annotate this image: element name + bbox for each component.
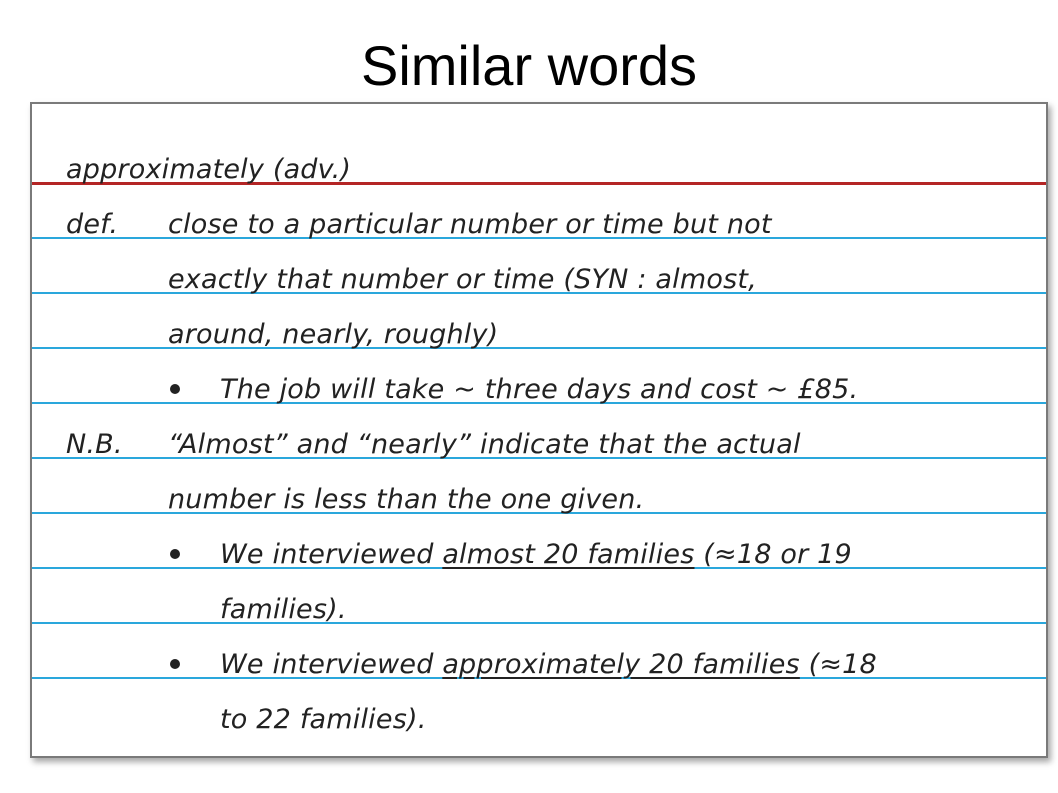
slide-title: Similar words [360,34,698,97]
example-1: The job will take ~ three days and cost ~ £85. [220,374,859,405]
example-2-continuation: families). [220,594,347,625]
example-3-post: (≈18 [799,649,877,680]
example-3-underlined: approximately 20 families [442,649,800,680]
example-3-pre: We interviewed [220,649,443,680]
nb-line: “Almost” and “nearly” indicate that the actual [168,429,801,460]
ruled-line [32,622,1046,624]
example-2-post: (≈18 or 19 [694,539,852,570]
def-label: def. [66,209,119,240]
example-2 [220,535,852,575]
bullet-icon [170,549,180,559]
bullet-icon [170,659,180,669]
example-2-pre: We interviewed [220,539,443,570]
bullet-icon [170,384,180,394]
nb-line: number is less than the one given. [168,484,645,515]
example-2-underlined: almost 20 families [442,539,695,570]
notebook-card [30,102,1048,758]
example-3-continuation: to 22 families). [220,704,427,735]
nb-label: N.B. [66,429,123,460]
definition-line: exactly that number or time (SYN : almost, [168,264,757,295]
example-3 [220,645,877,685]
headword: approximately (adv.) [66,154,352,185]
definition-line: around, nearly, roughly) [168,319,499,350]
definition-line: close to a particular number or time but not [168,209,772,240]
